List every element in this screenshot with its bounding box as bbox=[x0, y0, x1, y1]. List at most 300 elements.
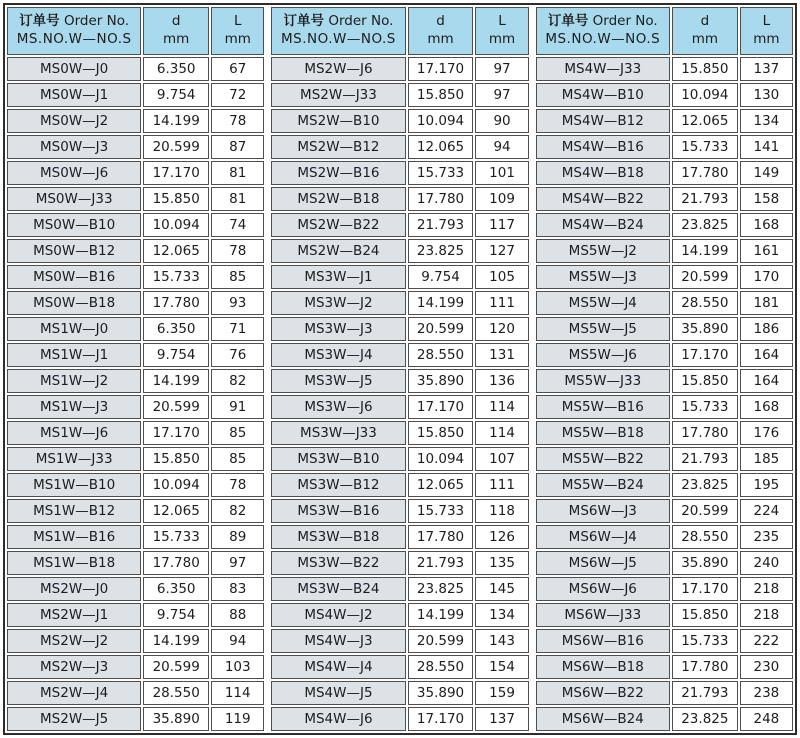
l-value-cell: 195 bbox=[740, 473, 793, 497]
table-row bbox=[536, 525, 793, 549]
l-value-cell: 137 bbox=[740, 57, 793, 81]
table-row bbox=[536, 161, 793, 185]
d-value-cell: 21.793 bbox=[672, 447, 738, 471]
order-no-cell: MS3W—B12 bbox=[271, 473, 405, 497]
l-value-cell: 114 bbox=[475, 421, 528, 445]
l-value-cell: 154 bbox=[475, 655, 528, 679]
d-value-cell: 17.780 bbox=[143, 551, 209, 575]
order-no-title-zh: 订单号 bbox=[19, 13, 60, 30]
order-no-title-zh: 订单号 bbox=[283, 13, 325, 30]
d-value-cell: 15.850 bbox=[408, 83, 474, 107]
d-value-cell: 20.599 bbox=[143, 395, 209, 419]
table-row bbox=[271, 161, 528, 185]
d-value-cell: 20.599 bbox=[143, 135, 209, 159]
l-value-cell: 120 bbox=[475, 317, 528, 341]
table-row bbox=[536, 551, 793, 575]
l-value-cell: 222 bbox=[740, 629, 793, 653]
l-value-cell: 72 bbox=[211, 83, 264, 107]
order-no-cell: MS2W—J2 bbox=[7, 629, 141, 653]
l-value-cell: 71 bbox=[211, 317, 264, 341]
table-row bbox=[536, 499, 793, 523]
table-row bbox=[271, 655, 528, 679]
d-header bbox=[672, 7, 738, 55]
d-value-cell: 15.850 bbox=[672, 369, 738, 393]
d-value-cell: 20.599 bbox=[408, 317, 474, 341]
l-value-cell: 76 bbox=[211, 343, 264, 367]
order-no-title-zh: 订单号 bbox=[547, 13, 589, 30]
l-value-cell: 149 bbox=[740, 161, 793, 185]
d-unit: mm bbox=[427, 31, 454, 47]
l-value-cell: 118 bbox=[475, 499, 528, 523]
order-no-header bbox=[7, 7, 141, 55]
table-row bbox=[536, 291, 793, 315]
table-row bbox=[271, 447, 528, 471]
d-value-cell: 15.733 bbox=[143, 265, 209, 289]
table-row bbox=[536, 265, 793, 289]
l-value-cell: 141 bbox=[740, 135, 793, 159]
table-row bbox=[536, 603, 793, 627]
l-header bbox=[475, 7, 528, 55]
table-row bbox=[7, 57, 264, 81]
l-value-cell: 137 bbox=[475, 707, 528, 731]
table-row bbox=[271, 603, 528, 627]
l-value-cell: 181 bbox=[740, 291, 793, 315]
table-row bbox=[536, 629, 793, 653]
order-no-cell: MS1W—B10 bbox=[7, 473, 141, 497]
l-label: L bbox=[233, 13, 242, 30]
l-value-cell: 114 bbox=[475, 395, 528, 419]
l-header bbox=[740, 7, 793, 55]
order-no-cell: MS1W—J33 bbox=[7, 447, 141, 471]
order-no-cell: MS2W—B10 bbox=[271, 109, 405, 133]
d-value-cell: 17.170 bbox=[408, 57, 474, 81]
order-no-cell: MS0W—B16 bbox=[7, 265, 141, 289]
header-row bbox=[7, 7, 264, 55]
order-no-cell: MS5W—B22 bbox=[536, 447, 670, 471]
order-no-cell: MS3W—J1 bbox=[271, 265, 405, 289]
d-value-cell: 17.780 bbox=[143, 291, 209, 315]
order-no-cell: MS1W—J3 bbox=[7, 395, 141, 419]
table-group-1 bbox=[5, 5, 266, 733]
order-no-title-en: Order No. bbox=[328, 13, 394, 30]
l-value-cell: 224 bbox=[740, 499, 793, 523]
order-no-cell: MS3W—B22 bbox=[271, 551, 405, 575]
d-value-cell: 23.825 bbox=[672, 473, 738, 497]
d-value-cell: 28.550 bbox=[672, 525, 738, 549]
table-body-group-3 bbox=[536, 57, 793, 731]
l-value-cell: 186 bbox=[740, 317, 793, 341]
d-value-cell: 15.733 bbox=[672, 395, 738, 419]
l-value-cell: 235 bbox=[740, 525, 793, 549]
order-no-cell: MS3W—B16 bbox=[271, 499, 405, 523]
d-value-cell: 15.850 bbox=[143, 447, 209, 471]
d-header bbox=[408, 7, 474, 55]
order-no-cell: MS0W—J33 bbox=[7, 187, 141, 211]
l-value-cell: 78 bbox=[211, 473, 264, 497]
table-header bbox=[536, 7, 793, 55]
order-no-header bbox=[536, 7, 670, 55]
order-no-cell: MS5W—B18 bbox=[536, 421, 670, 445]
d-value-cell: 12.065 bbox=[672, 109, 738, 133]
l-value-cell: 168 bbox=[740, 213, 793, 237]
table-row bbox=[536, 343, 793, 367]
l-value-cell: 168 bbox=[740, 395, 793, 419]
parts-spec-table bbox=[3, 3, 797, 735]
d-value-cell: 14.199 bbox=[408, 291, 474, 315]
table-row bbox=[536, 577, 793, 601]
order-no-header-line2: MS.NO.W—NO.S bbox=[545, 31, 661, 47]
d-value-cell: 9.754 bbox=[143, 603, 209, 627]
l-value-cell: 97 bbox=[211, 551, 264, 575]
order-no-cell: MS0W—J6 bbox=[7, 161, 141, 185]
order-no-cell: MS5W—J33 bbox=[536, 369, 670, 393]
d-value-cell: 15.733 bbox=[672, 135, 738, 159]
l-value-cell: 117 bbox=[475, 213, 528, 237]
table-row bbox=[271, 57, 528, 81]
d-unit: mm bbox=[163, 31, 190, 47]
order-no-title-en: Order No. bbox=[592, 13, 658, 30]
d-value-cell: 6.350 bbox=[143, 317, 209, 341]
table-row bbox=[271, 239, 528, 263]
order-no-cell: MS0W—J0 bbox=[7, 57, 141, 81]
table-row bbox=[7, 135, 264, 159]
table-row bbox=[7, 317, 264, 341]
table-row bbox=[7, 343, 264, 367]
d-value-cell: 14.199 bbox=[143, 369, 209, 393]
l-value-cell: 136 bbox=[475, 369, 528, 393]
l-unit: mm bbox=[224, 31, 251, 47]
d-value-cell: 10.094 bbox=[408, 447, 474, 471]
order-no-cell: MS3W—J3 bbox=[271, 317, 405, 341]
l-value-cell: 94 bbox=[211, 629, 264, 653]
table-row bbox=[271, 707, 528, 731]
d-value-cell: 21.793 bbox=[408, 551, 474, 575]
l-value-cell: 131 bbox=[475, 343, 528, 367]
l-value-cell: 127 bbox=[475, 239, 528, 263]
table-row bbox=[271, 525, 528, 549]
l-value-cell: 91 bbox=[211, 395, 264, 419]
order-no-cell: MS2W—B16 bbox=[271, 161, 405, 185]
l-value-cell: 135 bbox=[475, 551, 528, 575]
order-no-cell: MS0W—J1 bbox=[7, 83, 141, 107]
table-row bbox=[536, 681, 793, 705]
l-value-cell: 134 bbox=[475, 603, 528, 627]
d-value-cell: 15.733 bbox=[408, 161, 474, 185]
order-no-cell: MS4W—J6 bbox=[271, 707, 405, 731]
d-value-cell: 10.094 bbox=[408, 109, 474, 133]
l-label: L bbox=[762, 13, 771, 30]
d-value-cell: 15.733 bbox=[143, 525, 209, 549]
l-value-cell: 78 bbox=[211, 239, 264, 263]
l-value-cell: 107 bbox=[475, 447, 528, 471]
d-label: d bbox=[436, 13, 445, 30]
d-value-cell: 17.170 bbox=[672, 343, 738, 367]
d-value-cell: 15.850 bbox=[143, 187, 209, 211]
l-value-cell: 238 bbox=[740, 681, 793, 705]
order-no-cell: MS5W—B16 bbox=[536, 395, 670, 419]
order-no-cell: MS2W—J5 bbox=[7, 707, 141, 731]
d-value-cell: 35.890 bbox=[143, 707, 209, 731]
table-row bbox=[536, 135, 793, 159]
d-value-cell: 20.599 bbox=[672, 265, 738, 289]
d-value-cell: 21.793 bbox=[672, 681, 738, 705]
d-value-cell: 17.170 bbox=[408, 707, 474, 731]
order-no-cell: MS3W—B24 bbox=[271, 577, 405, 601]
order-no-cell: MS3W—J4 bbox=[271, 343, 405, 367]
d-unit: mm bbox=[691, 31, 718, 47]
table-row bbox=[536, 447, 793, 471]
d-value-cell: 9.754 bbox=[143, 343, 209, 367]
l-value-cell: 248 bbox=[740, 707, 793, 731]
d-value-cell: 20.599 bbox=[672, 499, 738, 523]
table-row bbox=[536, 239, 793, 263]
l-value-cell: 97 bbox=[475, 83, 528, 107]
order-no-cell: MS4W—B12 bbox=[536, 109, 670, 133]
table-row bbox=[271, 291, 528, 315]
l-header bbox=[211, 7, 264, 55]
d-value-cell: 15.850 bbox=[408, 421, 474, 445]
table-row bbox=[536, 213, 793, 237]
table-row bbox=[536, 83, 793, 107]
l-value-cell: 170 bbox=[740, 265, 793, 289]
order-no-cell: MS3W—J5 bbox=[271, 369, 405, 393]
order-no-title-en: Order No. bbox=[63, 13, 130, 30]
order-no-cell: MS4W—B16 bbox=[536, 135, 670, 159]
d-value-cell: 15.850 bbox=[672, 57, 738, 81]
order-no-cell: MS3W—J33 bbox=[271, 421, 405, 445]
l-value-cell: 85 bbox=[211, 265, 264, 289]
order-no-cell: MS6W—J33 bbox=[536, 603, 670, 627]
d-value-cell: 35.890 bbox=[408, 369, 474, 393]
table-row bbox=[7, 473, 264, 497]
table-row bbox=[7, 213, 264, 237]
d-value-cell: 21.793 bbox=[408, 213, 474, 237]
l-value-cell: 78 bbox=[211, 109, 264, 133]
order-no-cell: MS5W—J5 bbox=[536, 317, 670, 341]
order-no-header bbox=[271, 7, 405, 55]
l-value-cell: 83 bbox=[211, 577, 264, 601]
order-no-cell: MS1W—J2 bbox=[7, 369, 141, 393]
order-no-header-line2: MS.NO.W—NO.S bbox=[16, 31, 132, 47]
table-group-3 bbox=[534, 5, 795, 733]
l-value-cell: 145 bbox=[475, 577, 528, 601]
table-row bbox=[271, 681, 528, 705]
l-value-cell: 114 bbox=[211, 681, 264, 705]
table-row bbox=[271, 83, 528, 107]
d-header bbox=[143, 7, 209, 55]
table-row bbox=[7, 603, 264, 627]
table-row bbox=[7, 707, 264, 731]
l-value-cell: 158 bbox=[740, 187, 793, 211]
d-value-cell: 9.754 bbox=[408, 265, 474, 289]
l-value-cell: 130 bbox=[740, 83, 793, 107]
order-no-header-line1 bbox=[537, 13, 669, 31]
l-value-cell: 89 bbox=[211, 525, 264, 549]
l-value-cell: 81 bbox=[211, 187, 264, 211]
d-value-cell: 17.170 bbox=[672, 577, 738, 601]
d-value-cell: 6.350 bbox=[143, 577, 209, 601]
l-value-cell: 185 bbox=[740, 447, 793, 471]
d-value-cell: 28.550 bbox=[143, 681, 209, 705]
order-no-cell: MS4W—J5 bbox=[271, 681, 405, 705]
d-value-cell: 20.599 bbox=[408, 629, 474, 653]
table-row bbox=[7, 369, 264, 393]
d-value-cell: 17.170 bbox=[408, 395, 474, 419]
table-header bbox=[271, 7, 528, 55]
l-value-cell: 67 bbox=[211, 57, 264, 81]
table-row bbox=[7, 83, 264, 107]
d-value-cell: 17.170 bbox=[143, 421, 209, 445]
d-value-cell: 12.065 bbox=[143, 239, 209, 263]
table-body-group-1 bbox=[7, 57, 264, 731]
l-value-cell: 109 bbox=[475, 187, 528, 211]
table-row bbox=[271, 551, 528, 575]
table-row bbox=[7, 239, 264, 263]
order-no-cell: MS5W—J4 bbox=[536, 291, 670, 315]
order-no-cell: MS6W—B22 bbox=[536, 681, 670, 705]
d-value-cell: 23.825 bbox=[408, 577, 474, 601]
l-value-cell: 103 bbox=[211, 655, 264, 679]
order-no-cell: MS0W—J2 bbox=[7, 109, 141, 133]
order-no-cell: MS1W—B18 bbox=[7, 551, 141, 575]
order-no-cell: MS2W—J0 bbox=[7, 577, 141, 601]
table-row bbox=[7, 629, 264, 653]
order-no-cell: MS6W—J6 bbox=[536, 577, 670, 601]
table-row bbox=[271, 395, 528, 419]
table-row bbox=[271, 499, 528, 523]
table-row bbox=[536, 395, 793, 419]
order-no-cell: MS2W—B22 bbox=[271, 213, 405, 237]
table-row bbox=[271, 109, 528, 133]
order-no-cell: MS0W—B18 bbox=[7, 291, 141, 315]
order-no-cell: MS1W—J1 bbox=[7, 343, 141, 367]
table-group-2 bbox=[269, 5, 530, 733]
order-no-cell: MS6W—J3 bbox=[536, 499, 670, 523]
table-row bbox=[536, 109, 793, 133]
table-row bbox=[7, 551, 264, 575]
table-body-group-2 bbox=[271, 57, 528, 731]
l-value-cell: 159 bbox=[475, 681, 528, 705]
l-value-cell: 93 bbox=[211, 291, 264, 315]
order-no-cell: MS6W—B24 bbox=[536, 707, 670, 731]
table-row bbox=[7, 187, 264, 211]
order-no-cell: MS5W—J3 bbox=[536, 265, 670, 289]
d-value-cell: 17.780 bbox=[672, 161, 738, 185]
order-no-cell: MS6W—J5 bbox=[536, 551, 670, 575]
order-no-cell: MS0W—B12 bbox=[7, 239, 141, 263]
order-no-header-line1 bbox=[8, 13, 140, 31]
header-row bbox=[271, 7, 528, 55]
table-row bbox=[536, 369, 793, 393]
table-row bbox=[7, 655, 264, 679]
order-no-cell: MS4W—J4 bbox=[271, 655, 405, 679]
d-value-cell: 10.094 bbox=[672, 83, 738, 107]
table-row bbox=[536, 655, 793, 679]
order-no-cell: MS3W—B18 bbox=[271, 525, 405, 549]
table-row bbox=[7, 395, 264, 419]
d-value-cell: 12.065 bbox=[408, 135, 474, 159]
l-value-cell: 119 bbox=[211, 707, 264, 731]
d-value-cell: 6.350 bbox=[143, 57, 209, 81]
order-no-cell: MS4W—B24 bbox=[536, 213, 670, 237]
d-value-cell: 17.780 bbox=[408, 187, 474, 211]
l-value-cell: 74 bbox=[211, 213, 264, 237]
d-value-cell: 21.793 bbox=[672, 187, 738, 211]
d-value-cell: 35.890 bbox=[672, 317, 738, 341]
d-label: d bbox=[700, 13, 710, 30]
order-no-cell: MS2W—J1 bbox=[7, 603, 141, 627]
d-value-cell: 35.890 bbox=[408, 681, 474, 705]
d-value-cell: 15.733 bbox=[672, 629, 738, 653]
order-no-cell: MS6W—B16 bbox=[536, 629, 670, 653]
table-row bbox=[271, 369, 528, 393]
table-row bbox=[536, 421, 793, 445]
table-row bbox=[271, 343, 528, 367]
d-value-cell: 17.780 bbox=[408, 525, 474, 549]
d-value-cell: 23.825 bbox=[672, 213, 738, 237]
order-no-cell: MS1W—B12 bbox=[7, 499, 141, 523]
l-value-cell: 161 bbox=[740, 239, 793, 263]
d-value-cell: 23.825 bbox=[672, 707, 738, 731]
order-no-cell: MS5W—B24 bbox=[536, 473, 670, 497]
order-no-cell: MS6W—B18 bbox=[536, 655, 670, 679]
l-value-cell: 218 bbox=[740, 577, 793, 601]
d-value-cell: 9.754 bbox=[143, 83, 209, 107]
d-value-cell: 17.780 bbox=[672, 655, 738, 679]
table-row bbox=[7, 291, 264, 315]
order-no-cell: MS0W—B10 bbox=[7, 213, 141, 237]
l-value-cell: 87 bbox=[211, 135, 264, 159]
order-no-cell: MS5W—J6 bbox=[536, 343, 670, 367]
l-value-cell: 90 bbox=[475, 109, 528, 133]
table-row bbox=[7, 109, 264, 133]
table-row bbox=[271, 265, 528, 289]
d-value-cell: 28.550 bbox=[408, 343, 474, 367]
order-no-cell: MS4W—B18 bbox=[536, 161, 670, 185]
l-value-cell: 240 bbox=[740, 551, 793, 575]
l-value-cell: 105 bbox=[475, 265, 528, 289]
order-no-cell: MS4W—J33 bbox=[536, 57, 670, 81]
l-value-cell: 88 bbox=[211, 603, 264, 627]
table-row bbox=[536, 57, 793, 81]
d-value-cell: 17.170 bbox=[143, 161, 209, 185]
l-value-cell: 126 bbox=[475, 525, 528, 549]
d-value-cell: 14.199 bbox=[672, 239, 738, 263]
l-value-cell: 82 bbox=[211, 499, 264, 523]
order-no-cell: MS2W—J3 bbox=[7, 655, 141, 679]
order-no-cell: MS2W—J4 bbox=[7, 681, 141, 705]
d-value-cell: 12.065 bbox=[143, 499, 209, 523]
d-value-cell: 28.550 bbox=[672, 291, 738, 315]
d-value-cell: 10.094 bbox=[143, 473, 209, 497]
d-value-cell: 14.199 bbox=[143, 629, 209, 653]
d-value-cell: 12.065 bbox=[408, 473, 474, 497]
table-row bbox=[271, 187, 528, 211]
order-no-cell: MS3W—J2 bbox=[271, 291, 405, 315]
d-value-cell: 23.825 bbox=[408, 239, 474, 263]
d-value-cell: 17.780 bbox=[672, 421, 738, 445]
table-row bbox=[536, 317, 793, 341]
d-value-cell: 20.599 bbox=[143, 655, 209, 679]
order-no-cell: MS0W—J3 bbox=[7, 135, 141, 159]
l-value-cell: 143 bbox=[475, 629, 528, 653]
table-row bbox=[536, 473, 793, 497]
table-row bbox=[7, 421, 264, 445]
d-label: d bbox=[171, 13, 181, 30]
table-row bbox=[271, 473, 528, 497]
d-value-cell: 35.890 bbox=[672, 551, 738, 575]
l-value-cell: 230 bbox=[740, 655, 793, 679]
